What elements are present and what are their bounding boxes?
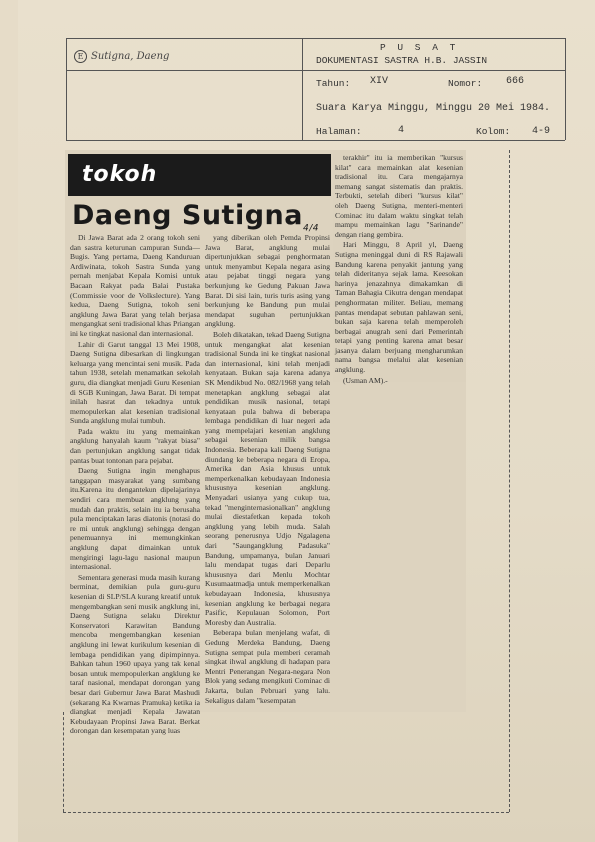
annotation-mark: E [74, 50, 87, 63]
paragraph: Pada waktu itu yang memainkan angklung hanyalah kaum "rakyat biasa" dan pertunjukan angklung sangat tidak pantas buat tontonan para pejabat. [70, 426, 200, 465]
dashed-guide-bottom [63, 812, 509, 813]
header-left-rule [66, 38, 67, 140]
headline-mark: 4/4 [303, 223, 319, 234]
kolom-label: Kolom: [476, 126, 511, 137]
article-column-2 [205, 233, 330, 711]
tahun-value: XIV [370, 76, 389, 87]
tahun-label: Tahun: [316, 78, 351, 89]
header-mid-rule [302, 38, 303, 140]
paragraph: terakhir" itu ia memberikan "kursus kilat" cara memainkan alat kesenian tradisional itu. Cara mengajarnya memang sangat sistematis dan praktis. Terbukti, setelah diberi "kursus kilat" oleh Daeng Sutigna, menteri-menteri Cominac itu dalam waktu singkat telah mampu memainkan lagu "Sarinande" dengan riang gembira. [335, 153, 463, 239]
annotation-text: Sutigna, Daeng [91, 51, 170, 62]
institution-line1: P U S A T [380, 42, 459, 53]
kolom-value: 4-9 [532, 126, 551, 137]
nomor-value: 666 [506, 76, 525, 87]
handwritten-annotation [74, 50, 169, 63]
headline-text: Daeng Sutigna [72, 200, 303, 231]
paragraph: (Usman AM).- [343, 375, 388, 385]
article-headline [72, 200, 319, 233]
header-bottom-rule [66, 140, 565, 141]
paragraph: Hari Minggu, 8 April yl, Daeng Sutigna meninggal duni di RS Rajawali Bandung karena penyakit jantung yang telah dideritanya sejak lama. Keesokan harinya jenazahnya dimakamkan di Taman Bahagia Cikutra dengan mendapat penghormatan militer. Beliau, memang pantas mendapat sebutan pahlawan seni, bukan saja karena telah memperoleh berbagai anugrah seni dari Pemerintah tetapi yang penting karena amat besar jasanya dalam berjuang mengharumkan nama bangsa melalui alat kesenian angklung. [335, 240, 463, 375]
article-column-3 [335, 153, 463, 385]
nomor-label: Nomor: [448, 78, 483, 89]
header-top-rule [66, 38, 565, 39]
paragraph: Beberapa bulan menjelang wafat, di Gedung Merdeka Bandung, Daeng Sutigna sempat pula memberi ceramah singkat ihwal angklung di hadapan para Mentri Penerangan Negara-negara Non Blok yang sedang mengikuti Cominac di Jakarta, bulan Pebruari yang lalu. Sekaligus dalam "kesempatan [205, 628, 330, 705]
article-column-1 [70, 233, 200, 736]
section-banner-strip [208, 154, 331, 196]
paragraph: Boleh dikatakan, tekad Daeng Sutigna untuk mengangkat alat kesenian tradisional Sunda ini ke tingkat nasional dan internasional, kini telah menjadi kenyataan. Bukan saja karena adanya SK Mendikbud No. 082/1968 yang telah menetapkan angklung sebagai alat pendidikan musik nasional, tetapi kenyataan pula bahwa di beberapa lembaga pendidikan di luar negeri ada yang mempelajari kesenian angklung sebagai kesenian milik bangsa Indonesia. Beberapa kali Daeng Sutigna diundang ke beberapa negara di Eropa, Amerika dan Asia khusus untuk memperkenalkan kebudayaan Indonesia khususnya kesenian angklung. Menyadari usianya yang cukup tua, tekad "menginternasionalkan" angklung mulai diestafetkan kepada tokoh angklung yang lebih muda. Salah seorang penerusnya Udjo Ngalagena dari "Saungangklung Padasuka" Bandung, umpamanya, bulan Januari lalu mendapat tugas dari Deparlu khususnya dari Menlu Mochtar Kusumaatmadja untuk memperkenalkan kebudayaan Indonesia, khususnya kesenian angklung ke berbagai negara Pasific, Kepulauan Solomon, Port Moresby dan Australia. [205, 329, 330, 627]
dashed-guide-left [63, 712, 64, 812]
halaman-label: Halaman: [316, 126, 362, 137]
section-banner: tokoh [68, 154, 208, 196]
paragraph: Di Jawa Barat ada 2 orang tokoh seni dan sastra keturunan campuran Sunda—Bugis. Yang pertama, Daeng Kanduruan Ardiwinata, tokoh Sastra Sunda yang pernah menjabat Kepala Komisi untuk Bacaan Rakyat pada Balai Pustaka (Commissie voor de Volkslecture). Yang kedua, Daeng Sutigna, tokoh seni angklung Jawa Barat yang telah berjasa mengangkat seni tradisional khas Priangan ini ke tingkat nasional dan internasional. [70, 233, 200, 338]
header-right-rule [565, 38, 566, 140]
paragraph: Lahir di Garut tanggal 13 Mei 1908, Daeng Sutigna dibesarkan di lingkungan keluarga yang mencintai seni musik. Pada tahun 1938, setelah menamatkan sekolah guru, dia diangkat menjadi Guru Kesenian di SGB Kuningan, Jawa Barat. Di tempat inilah hasrat dan tekadnya untuk memopulerkan alat kesenian tradisional Sunda angklung mulai tumbuh. [70, 339, 200, 426]
header-rule-2 [66, 70, 565, 71]
dashed-guide-right [509, 150, 510, 812]
source-line: Suara Karya Minggu, Minggu 20 Mei 1984. [316, 103, 551, 114]
paragraph: Daeng Sutigna ingin menghapus tanggapan masyarakat yang sumbang itu.Karena itu dengantekun dipelajarinya sendiri cara membuat angklung yang mudah dan praktis, selain itu ia berusaha pula menciptakan laras diatonis (notasi do re mi untuk angklung) sehingga dengan penemuannya ini memungkinkan angklung dapat dimainkan untuk mengiringi lagu-lagu nasional maupun internasional. [70, 466, 200, 572]
institution-line2: DOKUMENTASI SASTRA H.B. JASSIN [316, 55, 488, 66]
halaman-value: 4 [398, 125, 405, 136]
paragraph: yang diberikan oleh Pemda Propinsi Jawa Barat, angklung mulai dipertunjukkan sebagai penghormatan untuk menyambut Kepala negara asing atau pejabat tinggi negara yang berkunjung ke Gedung Pakuan Jawa Barat. Di sisi lain, turis turis asing yang berkunjung ke Bandung pun mulai mendapat suguhan pertunjukkan angklung. [205, 233, 330, 329]
paragraph: Sementara generasi muda masih kurang berminat, demikian pula guru-guru kesenian di SLP/SLA kurang kreatif untuk mengembangkan seni musik angklung ini, Daeng Sutigna selaku Direktur Konservatori Karawitan Bandung mencoba mengembangkan kesenian angklung ini lewat kurikulum kesenian di lembaga pendidikan yang dipimpinnya. Bahkan tahun 1960 upaya yang tak kenal bosan untuk mempopulerkan angklung ke taraf nasional, mendapat dorongan yang besar dari Gubernur Jawa Barat Mashudi (sekarang Ka Kwarnas Pramuka) ketika ia diangkat menjadi Kepala Jawatan Kebudayaan Propinsi Jawa Barat. Berkat dorongan dan kesempatan yang luas [70, 572, 200, 736]
